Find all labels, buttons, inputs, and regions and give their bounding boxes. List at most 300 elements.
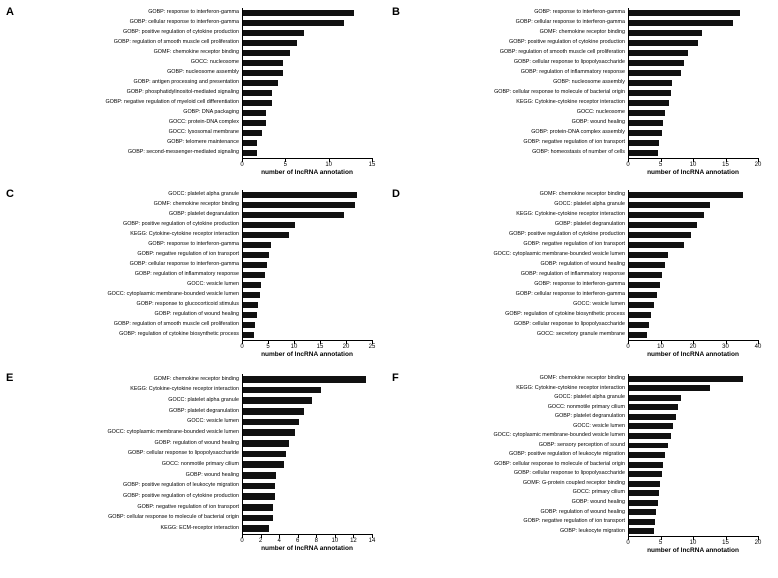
- plot-area: [628, 8, 759, 159]
- bar-slot: [629, 460, 759, 470]
- bar-slot: [629, 290, 759, 300]
- bar: [629, 302, 654, 308]
- category-label: GOBP: regulation of smooth muscle cell proliferation: [499, 49, 625, 56]
- category-label: GOBP: DNA packaging: [183, 109, 239, 116]
- bar-slot: [243, 58, 373, 68]
- bar-slot: [629, 441, 759, 451]
- bar-slot: [243, 270, 373, 280]
- category-label: GOBP: positive regulation of cytokine production: [123, 29, 239, 36]
- bar-slot: [629, 128, 759, 138]
- bar: [629, 395, 681, 401]
- bar: [243, 30, 304, 36]
- bar-slot: [629, 190, 759, 200]
- category-label: GOBP: regulation of wound healing: [540, 508, 625, 515]
- bar: [243, 60, 283, 66]
- bar-slot: [243, 190, 373, 200]
- x-tick-label: 0: [240, 162, 244, 168]
- x-tick-label: 10: [689, 162, 697, 168]
- bar-slot: [629, 403, 759, 413]
- x-tick-label: 4: [277, 538, 281, 544]
- bar: [629, 192, 743, 198]
- bar: [629, 414, 676, 420]
- x-tick-label: 0: [240, 344, 244, 350]
- x-axis-title: number of lncRNA annotation: [261, 351, 353, 358]
- bar: [629, 212, 704, 218]
- bar-slot: [629, 393, 759, 403]
- category-label: GOBP: cellular response to interferon-gamma: [515, 19, 625, 26]
- bar-slot: [629, 280, 759, 290]
- chart-panel-c: [6, 190, 378, 358]
- x-tick-label: 0: [626, 344, 630, 350]
- category-label: GOBP: regulation of inflammatory response: [134, 271, 239, 278]
- bar: [243, 525, 269, 532]
- bar: [629, 252, 668, 258]
- bar-slot: [629, 148, 759, 158]
- bar-slot: [629, 310, 759, 320]
- bar-slot: [243, 523, 373, 534]
- bar: [243, 440, 289, 447]
- bar-slot: [243, 18, 373, 28]
- category-label: GOBP: platelet degranulation: [554, 221, 625, 228]
- bar: [243, 232, 289, 238]
- bar-slot: [629, 240, 759, 250]
- category-label: GOBP: positive regulation of cytokine production: [509, 39, 625, 46]
- category-label: GOBP: cellular response to molecule of bacterial origin: [108, 514, 239, 521]
- bar-slot: [629, 38, 759, 48]
- bar: [629, 481, 660, 487]
- category-label: GOBP: regulation of inflammatory response: [520, 271, 625, 278]
- bar: [629, 202, 710, 208]
- bar: [243, 408, 304, 415]
- x-tick-label: 25: [368, 344, 376, 350]
- panel-letter-d: D: [392, 188, 400, 200]
- category-label: GOBP: negative regulation of ion transport: [523, 139, 625, 146]
- bar: [629, 519, 655, 525]
- bar: [629, 272, 662, 278]
- category-label: GOBP: cellular response to interferon-gamma: [129, 261, 239, 268]
- category-label: GOBP: cellular response to lipopolysaccharide: [513, 321, 625, 328]
- bar: [629, 30, 702, 36]
- bar-slot: [629, 78, 759, 88]
- category-label: GOMF: chemokine receptor binding: [539, 375, 625, 382]
- bar-slot: [629, 431, 759, 441]
- bar: [629, 222, 697, 228]
- bar: [629, 40, 698, 46]
- bar: [629, 70, 681, 76]
- category-label: GOCC: vesicle lumen: [573, 422, 625, 429]
- category-label: GOCC: platelet alpha granule: [554, 201, 625, 208]
- category-label: KEGG: ECM-receptor interaction: [160, 525, 239, 532]
- bar: [629, 404, 678, 410]
- bar: [243, 292, 260, 298]
- x-tick-label: 10: [657, 344, 664, 350]
- x-tick-label: 8: [314, 538, 318, 544]
- bar: [629, 292, 657, 298]
- x-tick-label: 15: [316, 344, 324, 350]
- category-label: GOBP: wound healing: [185, 471, 239, 478]
- category-label: GOBP: positive regulation of cytokine production: [509, 231, 625, 238]
- bar-slot: [243, 280, 373, 290]
- category-label: GOBP: response to interferon-gamma: [534, 281, 625, 288]
- bar-slot: [629, 384, 759, 394]
- panel-letter-f: F: [392, 372, 399, 384]
- chart-panel-e: [6, 374, 378, 552]
- category-label: GOCC: secretory granule membrane: [536, 331, 625, 338]
- category-label: GOBP: regulation of wound healing: [540, 261, 625, 268]
- chart-panel-d: [392, 190, 772, 358]
- bar-slot: [243, 385, 373, 396]
- bar: [243, 312, 257, 318]
- category-label: GOBP: negative regulation of ion transport: [523, 241, 625, 248]
- bar-slot: [629, 230, 759, 240]
- category-axis-labels: [392, 190, 628, 340]
- bar-slot: [243, 406, 373, 417]
- category-label: GOBP: telomere maintenance: [167, 139, 239, 146]
- category-label: GOBP: positive regulation of cytokine production: [123, 221, 239, 228]
- plot-area: [242, 190, 373, 341]
- x-tick-label: 15: [722, 540, 729, 546]
- bar: [629, 462, 663, 468]
- chart-panel-b: [392, 8, 772, 176]
- bar: [243, 70, 283, 76]
- bar-slot: [629, 250, 759, 260]
- bar: [243, 120, 266, 126]
- panel-letter-e: E: [6, 372, 14, 384]
- bar-slot: [629, 412, 759, 422]
- bar: [629, 500, 658, 506]
- category-label: GOBP: cellular response to lipopolysaccharide: [513, 470, 625, 477]
- bar: [629, 385, 710, 391]
- bar-slot: [629, 28, 759, 38]
- bar: [243, 100, 272, 106]
- bar-slot: [243, 48, 373, 58]
- x-axis-ticks: [240, 535, 376, 544]
- x-tick-label: 6: [296, 538, 300, 544]
- bar-slot: [243, 481, 373, 492]
- category-label: GOBP: platelet degranulation: [554, 413, 625, 420]
- category-label: GOMF: chemokine receptor binding: [153, 49, 239, 56]
- category-label: GOBP: regulation of inflammatory response: [520, 69, 625, 76]
- bar: [629, 376, 743, 382]
- bar-slot: [243, 502, 373, 513]
- category-label: GOBP: wound healing: [571, 119, 625, 126]
- bar: [243, 90, 272, 96]
- bar: [243, 222, 295, 228]
- bar: [629, 110, 665, 116]
- category-label: KEGG: Cytokine-cytokine receptor interaction: [130, 231, 239, 238]
- bar-slot: [243, 513, 373, 524]
- x-tick-label: 0: [626, 540, 630, 546]
- bar: [629, 242, 684, 248]
- category-label: GOBP: positive regulation of leukocyte migration: [509, 451, 625, 458]
- category-label: GOBP: regulation of wound healing: [154, 311, 239, 318]
- bar-slot: [243, 88, 373, 98]
- bar-slot: [243, 417, 373, 428]
- bar-slot: [243, 260, 373, 270]
- bar: [629, 471, 662, 477]
- category-label: GOCC: vesicle lumen: [573, 301, 625, 308]
- x-tick-label: 5: [658, 540, 663, 546]
- category-label: KEGG: Cytokine-cytokine receptor interaction: [130, 386, 239, 393]
- bar-slot: [629, 138, 759, 148]
- x-axis-title: number of lncRNA annotation: [647, 351, 739, 358]
- x-tick-label: 15: [368, 162, 376, 168]
- bar-slot: [629, 479, 759, 489]
- bar-slot: [629, 517, 759, 527]
- category-label: GOBP: negative regulation of ion transport: [137, 251, 239, 258]
- bar-slot: [243, 240, 373, 250]
- x-axis-ticks: [240, 341, 376, 350]
- bar: [243, 10, 354, 16]
- x-tick-label: 15: [722, 162, 729, 168]
- bar: [629, 509, 656, 515]
- x-axis-title: number of lncRNA annotation: [261, 545, 353, 552]
- category-label: GOBP: cellular response to interferon-gamma: [129, 19, 239, 26]
- bar: [243, 322, 255, 328]
- bar: [243, 451, 286, 458]
- bar: [243, 140, 257, 146]
- bar-slot: [629, 108, 759, 118]
- bar: [243, 252, 269, 258]
- bar: [629, 528, 654, 534]
- bar: [629, 60, 684, 66]
- bar-slot: [629, 88, 759, 98]
- category-label: GOCC: platelet alpha granule: [554, 394, 625, 401]
- bar: [243, 461, 284, 468]
- bar-slot: [243, 310, 373, 320]
- bar: [243, 472, 276, 479]
- bar: [243, 150, 257, 156]
- bar-slot: [629, 320, 759, 330]
- bar-slot: [243, 427, 373, 438]
- category-label: GOMF: G-protein coupled receptor binding: [522, 479, 625, 486]
- category-label: GOBP: response to interferon-gamma: [148, 241, 239, 248]
- category-label: GOMF: chemokine receptor binding: [539, 29, 625, 36]
- category-label: GOBP: homeostasis of number of cells: [532, 149, 625, 156]
- bar: [629, 490, 659, 496]
- panel-letter-a: A: [6, 6, 14, 18]
- panel-letter-c: C: [6, 188, 14, 200]
- bar-slot: [629, 422, 759, 432]
- bar-slot: [243, 374, 373, 385]
- bar-slot: [629, 498, 759, 508]
- bar: [629, 50, 688, 56]
- bar-slot: [243, 108, 373, 118]
- bar: [629, 433, 671, 439]
- bar-slot: [243, 330, 373, 340]
- bar: [629, 322, 649, 328]
- x-tick-label: 20: [754, 540, 762, 546]
- category-label: GOBP: platelet degranulation: [168, 211, 239, 218]
- bar: [243, 202, 355, 208]
- bar: [243, 397, 312, 404]
- category-label: GOCC: nucleosome: [576, 109, 625, 116]
- bar-slot: [629, 469, 759, 479]
- category-label: GOBP: negative regulation of ion transport: [137, 503, 239, 510]
- bar-slot: [243, 250, 373, 260]
- x-axis-ticks: [626, 537, 762, 546]
- bar-slot: [629, 18, 759, 28]
- bar-slot: [243, 395, 373, 406]
- bar-slot: [629, 507, 759, 517]
- x-axis-ticks: [626, 159, 762, 168]
- bar: [243, 419, 299, 426]
- bar: [243, 302, 258, 308]
- plot-area: [242, 374, 373, 535]
- category-label: GOBP: phosphatidylinositol-mediated signaling: [126, 89, 239, 96]
- category-label: GOBP: positive regulation of leukocyte migration: [123, 482, 239, 489]
- category-label: GOMF: chemokine receptor binding: [153, 201, 239, 208]
- bar-slot: [629, 48, 759, 58]
- category-label: GOBP: leukocyte migration: [559, 527, 625, 534]
- bar-slot: [243, 210, 373, 220]
- bar: [629, 140, 659, 146]
- x-tick-label: 10: [290, 344, 298, 350]
- category-label: GOCC: cytoplasmic membrane-bounded vesicle lumen: [107, 428, 239, 435]
- bar-slot: [243, 438, 373, 449]
- category-label: GOBP: positive regulation of cytokine production: [123, 493, 239, 500]
- category-label: GOMF: chemokine receptor binding: [539, 191, 625, 198]
- category-label: GOBP: protein-DNA complex assembly: [531, 129, 625, 136]
- x-tick-label: 20: [342, 344, 350, 350]
- x-tick-label: 10: [689, 540, 697, 546]
- bar: [243, 80, 278, 86]
- x-tick-label: 10: [331, 538, 339, 544]
- category-axis-labels: [6, 190, 242, 340]
- bar-slot: [243, 78, 373, 88]
- x-tick-label: 20: [689, 344, 697, 350]
- bar: [243, 493, 275, 500]
- x-axis-title: number of lncRNA annotation: [647, 547, 739, 554]
- category-label: GOCC: nonmotile primary cilium: [161, 461, 239, 467]
- x-tick-label: 5: [266, 344, 270, 350]
- bar-slot: [629, 98, 759, 108]
- chart-panel-f: [392, 374, 772, 554]
- category-label: GOBP: cellular response to lipopolysaccharide: [513, 59, 625, 66]
- bar-slot: [629, 220, 759, 230]
- x-tick-label: 12: [350, 538, 357, 544]
- bar-slot: [243, 118, 373, 128]
- category-label: GOBP: wound healing: [571, 498, 625, 505]
- bar: [243, 262, 267, 268]
- category-axis-labels: [392, 374, 628, 536]
- category-label: GOBP: nucleosome assembly: [167, 69, 239, 76]
- category-label: GOCC: nonmotile primary cilium: [547, 403, 625, 410]
- bar-slot: [629, 8, 759, 18]
- bar: [243, 332, 254, 338]
- bar: [629, 150, 658, 156]
- x-tick-label: 2: [258, 538, 263, 544]
- category-label: GOBP: regulation of wound healing: [154, 439, 239, 446]
- bar: [243, 192, 357, 198]
- x-tick-label: 0: [240, 538, 244, 544]
- category-label: GOBP: cellular response to interferon-gamma: [515, 291, 625, 298]
- category-label: GOBP: antigen processing and presentation: [133, 79, 239, 86]
- bar-slot: [629, 260, 759, 270]
- bar: [629, 232, 691, 238]
- category-axis-labels: [6, 8, 242, 158]
- category-label: GOMF: chemokine receptor binding: [153, 375, 239, 382]
- bar-slot: [243, 459, 373, 470]
- bar: [243, 50, 290, 56]
- bar: [629, 120, 663, 126]
- x-tick-label: 0: [626, 162, 630, 168]
- category-label: GOCC: platelet alpha granule: [168, 396, 239, 403]
- panel-letter-b: B: [392, 6, 400, 18]
- category-label: GOBP: response to interferon-gamma: [148, 9, 239, 16]
- bar: [629, 423, 673, 429]
- bar: [629, 332, 647, 338]
- bar: [629, 312, 651, 318]
- x-tick-label: 5: [658, 162, 663, 168]
- bar: [629, 10, 740, 16]
- x-tick-label: 20: [754, 162, 762, 168]
- bar: [243, 130, 262, 136]
- bar-slot: [629, 300, 759, 310]
- category-label: KEGG: Cytokine-cytokine receptor interaction: [516, 211, 625, 218]
- bar-slot: [629, 450, 759, 460]
- bar: [243, 110, 266, 116]
- bar: [243, 20, 344, 26]
- category-label: GOCC: cytoplasmic membrane-bounded vesicle lumen: [493, 432, 625, 439]
- bar-slot: [629, 68, 759, 78]
- bar-slot: [243, 128, 373, 138]
- category-label: GOBP: platelet degranulation: [168, 407, 239, 414]
- bar-slot: [629, 374, 759, 384]
- category-label: GOBP: regulation of smooth muscle cell proliferation: [113, 39, 239, 46]
- bar: [243, 272, 265, 278]
- category-label: GOBP: cellular response to lipopolysaccharide: [127, 450, 239, 457]
- x-axis-title: number of lncRNA annotation: [647, 169, 739, 176]
- bar-slot: [243, 449, 373, 460]
- bar-slot: [243, 470, 373, 481]
- category-label: GOBP: response to interferon-gamma: [534, 9, 625, 16]
- bar-slot: [243, 8, 373, 18]
- category-axis-labels: [392, 8, 628, 158]
- bar: [243, 40, 297, 46]
- bar: [243, 387, 321, 394]
- x-tick-label: 40: [754, 344, 762, 350]
- category-label: GOCC: lysosomal membrane: [168, 129, 239, 136]
- category-label: GOBP: cellular response to molecule of bacterial origin: [494, 89, 625, 96]
- bar-slot: [629, 200, 759, 210]
- category-label: GOCC: nucleosome: [190, 59, 239, 66]
- bar-slot: [243, 300, 373, 310]
- bar-slot: [629, 330, 759, 340]
- bar-slot: [629, 118, 759, 128]
- bar-slot: [629, 488, 759, 498]
- plot-area: [628, 374, 759, 537]
- bar-slot: [243, 148, 373, 158]
- bar-slot: [629, 527, 759, 537]
- x-tick-label: 5: [283, 162, 287, 168]
- bar: [629, 443, 668, 449]
- category-label: GOCC: vesicle lumen: [187, 418, 239, 425]
- bar: [243, 376, 366, 383]
- x-axis-ticks: [240, 159, 376, 168]
- bar: [629, 80, 672, 86]
- category-label: GOBP: second-messenger-mediated signaling: [127, 149, 239, 156]
- bar: [629, 262, 665, 268]
- category-label: GOCC: cytoplasmic membrane-bounded vesicle lumen: [493, 251, 625, 258]
- x-tick-label: 30: [722, 344, 729, 350]
- bar-slot: [243, 200, 373, 210]
- bar: [629, 90, 671, 96]
- category-label: GOCC: platelet alpha granule: [168, 191, 239, 198]
- category-label: GOBP: cellular response to molecule of bacterial origin: [494, 460, 625, 467]
- category-label: GOBP: regulation of cytokine biosynthetic process: [119, 331, 239, 338]
- bar-slot: [629, 210, 759, 220]
